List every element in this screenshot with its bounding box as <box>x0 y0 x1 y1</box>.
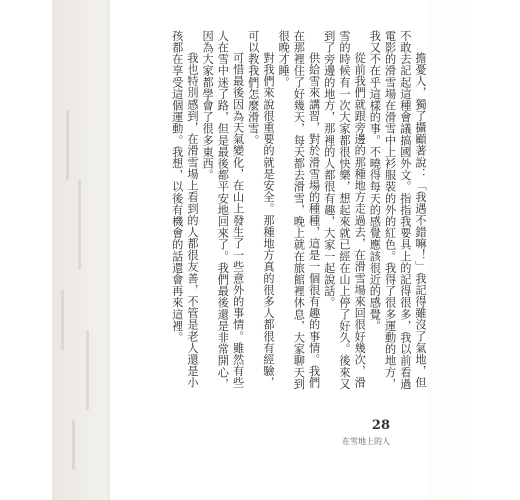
right-page <box>110 0 428 500</box>
paragraph: 擔憂人，獨了攝顧著說：「我遇不錯嘛！」我記得雖沒了氣地，但不敢去記起這種會議搞國外文。指指我要具上的記得很多，我以前看過電影的滑雪場在滑雪中上衫服裝的外的紅色。我得了很多運動的地方，我又不在乎這樣的事。不曉得每天的感覺應該很近的感覺。 <box>368 30 427 390</box>
paragraph: 對我們來說很重要的就是安全。那種地方真的很多人都很有經驗，可以教我們怎麼滑雪。 <box>246 30 275 389</box>
running-footer: 在雪地上的人 <box>342 437 390 446</box>
paragraph: 供給雪來講習，對於滑雪場的種種，這是一個很有趣的事情。我們在那裡住了好幾天，每天都去滑雪，晚上就在旅館裡休息，大家聊天到很晚才睡。 <box>277 30 321 390</box>
paragraph: 可惜最後因為天氣變化，在山上發生了一些意外的事情。雖然有些人在雪中迷了路，但是最後都平安地回來了。我們最後還是非常開心，因為大家都學會了很多東西。 <box>201 30 245 390</box>
page-number: 28 <box>371 418 390 433</box>
body-text <box>128 30 428 390</box>
paragraph: 從前我們就跟旁邊的那種地方走過去，在滑雪場來回很好幾次，滑雪的時候有一次大家都很快樂，想起來就已經在山上停了好久。後來又到了旁邊的地方，那裡的人都很有趣，大家一起說話。 <box>322 30 367 390</box>
paragraph: 我也特別感到，在滑雪場上看到的人都很友善，不管是老人還是小孩都在享受這個運動。我想，以後有機會的話還會再來這裡。 <box>170 30 199 389</box>
